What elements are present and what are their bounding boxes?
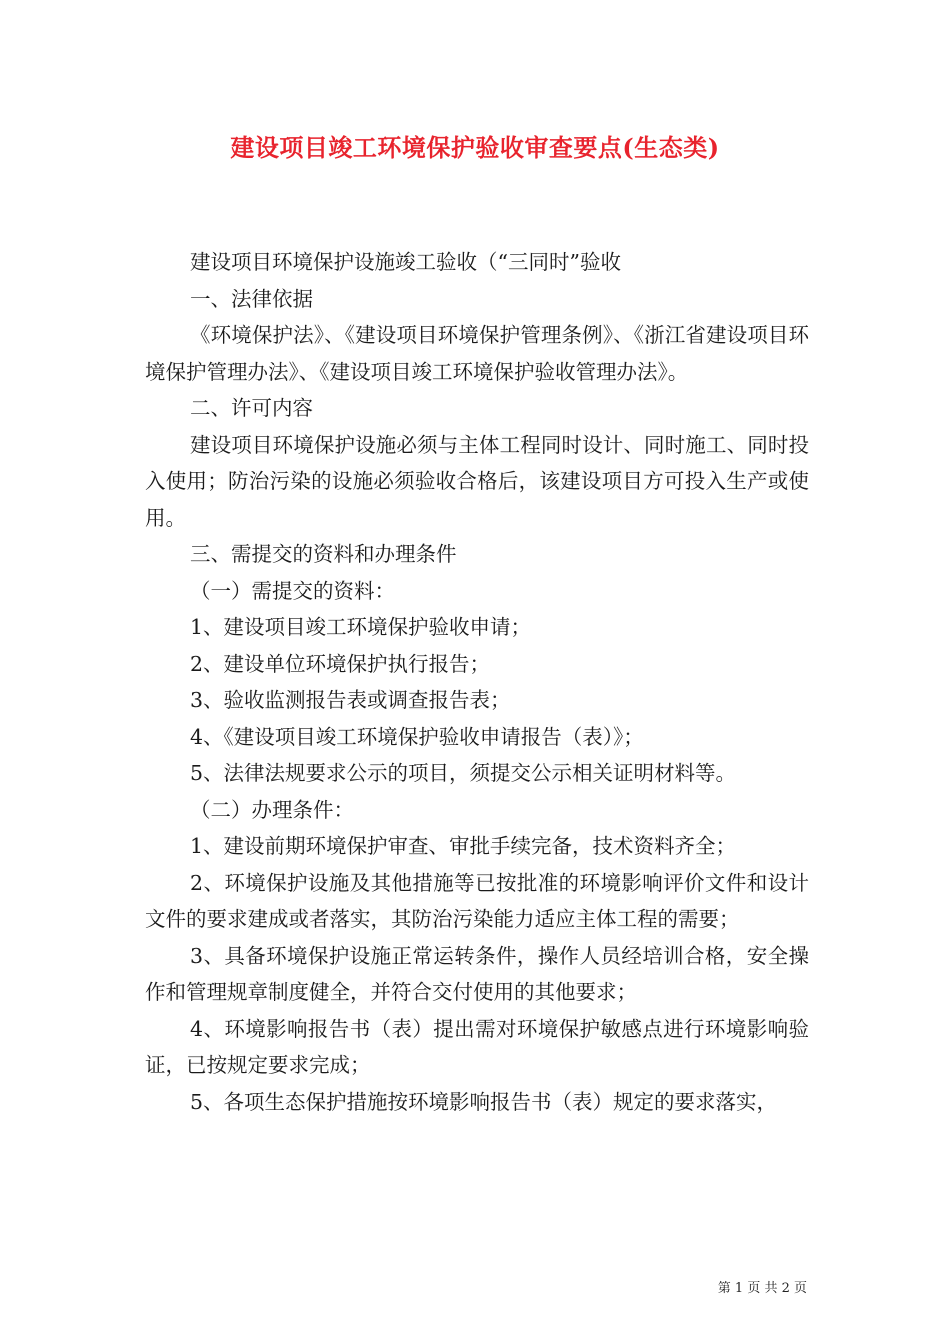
list-item: 2、环境保护设施及其他措施等已按批准的环境影响评价文件和设计文件的要求建成或者落实，其防治污染能力适应主体工程的需要； bbox=[145, 870, 809, 931]
section-heading-legal-basis: 一、法律依据 bbox=[190, 286, 313, 311]
section-heading-materials-conditions: 三、需提交的资料和办理条件 bbox=[190, 542, 457, 566]
paragraph-legal-basis: 《环境保护法》、《建设项目环境保护管理条例》、《浙江省建设项目环境保护管理办法》、《建设项目竣工环境保护验收管理办法》。 bbox=[145, 323, 809, 384]
document-body bbox=[145, 244, 809, 1120]
list-item: 5、法律法规要求公示的项目，须提交公示相关证明材料等。 bbox=[190, 761, 737, 785]
list-item: 2、建设单位环境保护执行报告； bbox=[190, 651, 491, 676]
list-item: 1、建设项目竣工环境保护验收申请； bbox=[190, 615, 532, 639]
list-item: 4、环境影响报告书（表）提出需对环境保护敏感点进行环境影响验证，已按规定要求完成； bbox=[145, 1016, 809, 1077]
subsection-heading-conditions: （二）办理条件： bbox=[190, 797, 354, 822]
list-item: 3、验收监测报告表或调查报告表； bbox=[190, 688, 511, 712]
page-title: 建设项目竣工环境保护验收审查要点(生态类) bbox=[230, 133, 720, 162]
list-item: 4、《建设项目竣工环境保护验收申请报告（表）》； bbox=[190, 724, 644, 749]
list-item: 1、建设前期环境保护审查、审批手续完备，技术资料齐全； bbox=[190, 834, 737, 858]
list-item: 5、各项生态保护措施按环境影响报告书（表）规定的要求落实， bbox=[190, 1089, 778, 1114]
paragraph-intro: 建设项目环境保护设施竣工验收（“三同时”验收 bbox=[190, 250, 621, 274]
paragraph-license-content: 建设项目环境保护设施必须与主体工程同时设计、同时施工、同时投入使用；防治污染的设施必须验收合格后，该建设项目方可投入生产或使用。 bbox=[145, 432, 809, 530]
subsection-heading-materials: （一）需提交的资料： bbox=[190, 578, 395, 603]
list-item: 3、具备环境保护设施正常运转条件，操作人员经培训合格，安全操作和管理规章制度健全，并符合交付使用的其他要求； bbox=[145, 943, 809, 1004]
page-number: 第 1 页 共 2 页 bbox=[717, 1281, 807, 1296]
section-heading-license-content: 二、许可内容 bbox=[190, 396, 313, 420]
